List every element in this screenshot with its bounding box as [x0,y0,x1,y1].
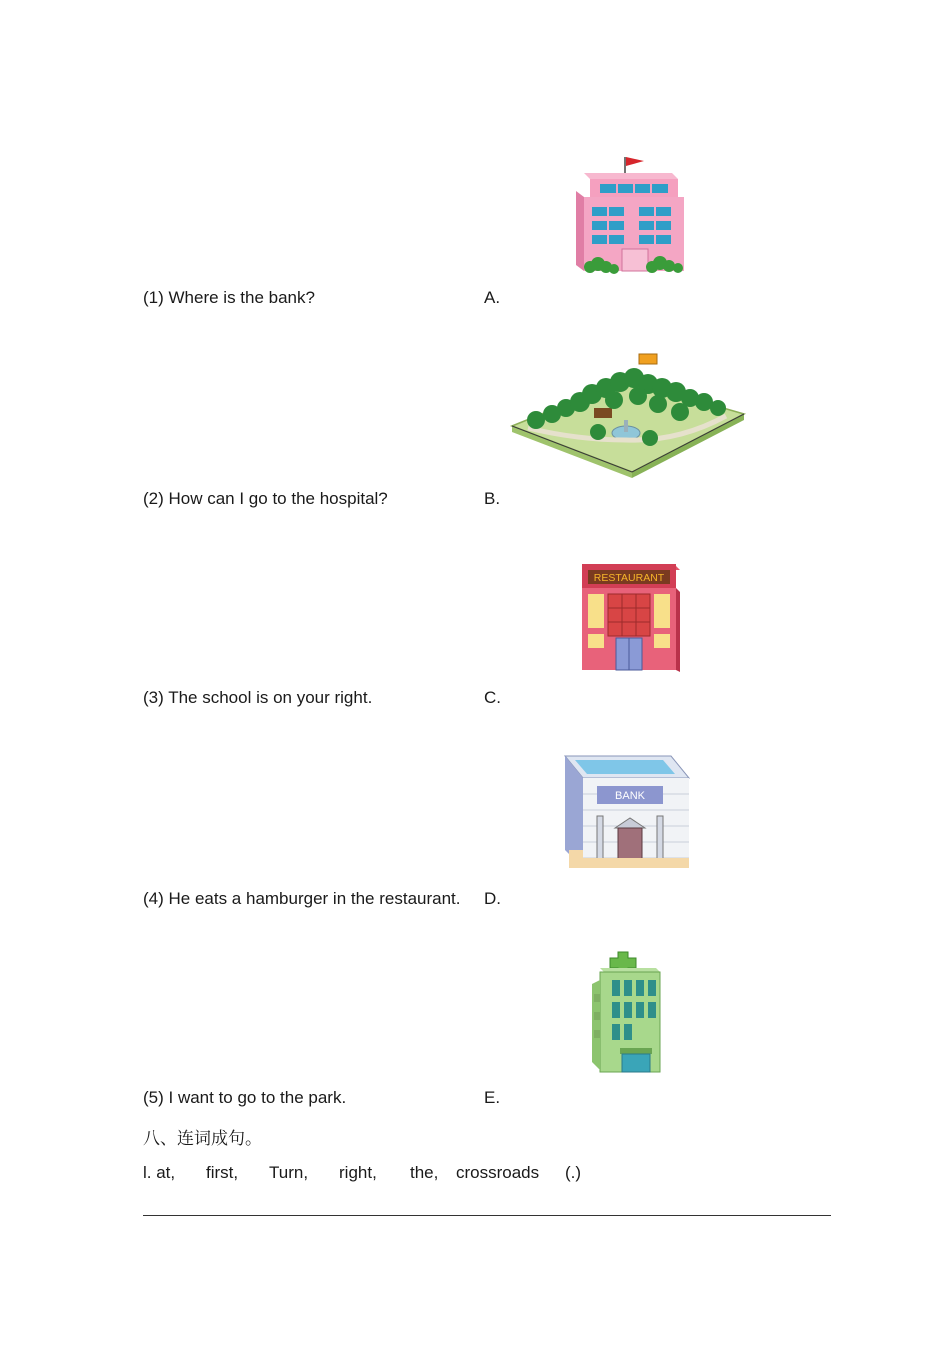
bank-icon [563,754,691,870]
option-e-letter: E. [484,1088,501,1107]
word-2: first, [206,1163,239,1182]
question-5: (5) I want to go to the park. [143,1088,347,1107]
section-heading: 八、连词成句。 [143,1129,262,1148]
word-3: Turn, [269,1163,309,1182]
question-1: (1) Where is the bank? [143,288,315,307]
restaurant-sign-text: RESTAURANT [593,572,665,584]
word-4: right, [339,1163,377,1182]
word-7: (.) [565,1163,582,1182]
question-3: (3) The school is on your right. [143,688,373,707]
word-6: crossroads [456,1163,540,1182]
option-c-letter: C. [484,688,501,707]
word-5: the, [410,1163,439,1182]
restaurant-icon [578,560,684,674]
option-d-letter: D. [484,889,501,908]
scrambled-words [143,1163,581,1183]
question-4: (4) He eats a hamburger in the restaurant. [143,889,461,908]
hospital-icon [590,950,666,1074]
bank-sign-text: BANK [615,790,645,802]
answer-line[interactable] [143,1215,831,1216]
question-2: (2) How can I go to the hospital? [143,489,388,508]
option-a-letter: A. [484,288,501,307]
school-building-icon [572,153,687,278]
park-icon [508,350,748,478]
word-1: l. at, [143,1163,176,1182]
option-b-letter: B. [484,489,501,508]
